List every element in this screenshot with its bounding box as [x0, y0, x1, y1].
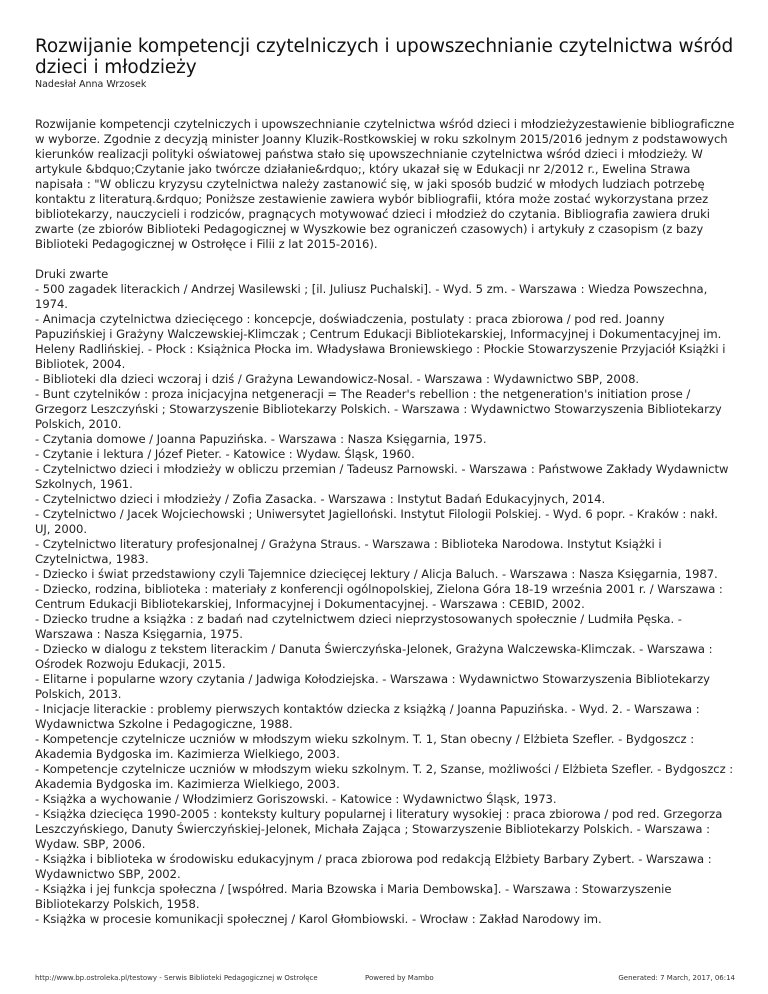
bibliography-entry: - Dziecko i świat przedstawiony czyli Tajemnice dziecięcej lektury / Alicja Baluch. - Warszawa : Nasza Księgarnia, 1987. — [35, 567, 718, 581]
section-title: Druki zwarte — [35, 267, 109, 281]
document-page — [35, 36, 735, 927]
footer-powered: Powered by Mambo — [365, 974, 434, 982]
bibliography-entry: - Biblioteki dla dzieci wczoraj i dziś / Grażyna Lewandowicz-Nosal. - Warszawa : Wydawnictwo SBP, 2008. — [35, 372, 640, 386]
bibliography-entry: - Czytelnictwo / Jacek Wojciechowski ; Uniwersytet Jagielloński. Instytut Filologii Polskiej. - Wyd. 6 popr. - Kraków : nakł. UJ, 2000. — [35, 507, 718, 536]
bibliography-entry: - Czytelnictwo dzieci i młodzieży w obliczu przemian / Tadeusz Parnowski. - Warszawa : Państwowe Zakłady Wydawnictw Szkolnych, 1961. — [35, 462, 729, 491]
bibliography-entry: - Kompetencje czytelnicze uczniów w młodszym wieku szkolnym. T. 2, Szanse, możliwości / Elżbieta Szefler. - Bydgoszcz : Akademia Bydgoska im. Kazimierza Wielkiego, 2003. — [35, 762, 734, 791]
bibliography-entry: - Książka i biblioteka w środowisku edukacyjnym / praca zbiorowa pod redakcją Elżbiety Barbary Zybert. - Warszawa : Wydawnictwo SBP, 2002. — [35, 852, 712, 881]
bibliography-entry: - Czytanie i lektura / Józef Pieter. - Katowice : Wydaw. Śląsk, 1960. — [35, 447, 415, 461]
bibliography-entry: - 500 zagadek literackich / Andrzej Wasilewski ; [il. Juliusz Puchalski]. - Wyd. 5 zm. - Warszawa : Wiedza Powszechna, 1974. — [35, 282, 708, 311]
bibliography-entry: - Książka dziecięca 1990-2005 : konteksty kultury popularnej i literatury wysokiej : praca zbiorowa / pod red. Grzegorza Leszczyńskiego, Danuty Świerczyńskiej-Jelonek, Michała Zająca ; Stowarzyszenie Bibliotekarzy Polskich. - Warszawa : Wydaw. SBP, 2006. — [35, 807, 723, 851]
bibliography-entry: - Dziecko trudne a książka : z badań nad czytelnictwem dzieci nieprzystosowanych społecznie / Ludmiła Pęska. - Warszawa : Nasza Księgarnia, 1975. — [35, 612, 682, 641]
bibliography-entry: - Dziecko w dialogu z tekstem literackim / Danuta Świerczyńska-Jelonek, Grażyna Walczewska-Klimczak. - Warszawa : Ośrodek Rozwoju Edukacji, 2015. — [35, 642, 713, 671]
intro-paragraph: Rozwijanie kompetencji czytelniczych i upowszechnianie czytelnictwa wśród dzieci i młodzieżyzestawienie bibliograficzne w wyborze. Zgodnie z decyzją minister Joanny Kluzik-Rostkowskiej w roku szkolnym 2015/2016 jednym z podstawowych kierunków realizacji polityki oświatowej państwa stało się upowszechnianie czytelnictwa wśród dzieci i młodzieży. W artykule &bdquo;Czytanie jako twórcze działanie&rdquo;, który ukazał się w Edukacji nr 2/2012 r., Ewelina Strawa napisała : "W obliczu kryzysu czytelnictwa należy zastanowić się, w jaki sposób budzić w młodych ludziach potrzebę kontaktu z literaturą.&rdquo; Poniższe zestawienie zawiera wybór bibliografii, która może zostać wykorzystana przez bibliotekarzy, nauczycieli i rodziców, pragnących motywować dzieci i młodzież do czytania. Bibliografia zawiera druki zwarte (ze zbiorów Biblioteki Pedagogicznej w Wyszkowie bez ograniczeń czasowych) i artykuły z czasopism (z bazy Biblioteki Pedagogicznej w Ostrołęce i Filii z lat 2015-2016). — [35, 117, 735, 251]
author-line: Nadesłał Anna Wrzosek — [35, 79, 147, 90]
bibliography-entry: - Animacja czytelnictwa dziecięcego : koncepcje, doświadczenia, postulaty : praca zbiorowa / pod red. Joanny Papuzińskiej i Grażyny Walczewskiej-Klimczak ; Centrum Edukacji Bibliotekarskiej, Informacyjnej i Dokumentacyjnej im. Heleny Radlińskiej. - Płock : Książnica Płocka im. Władysława Broniewskiego : Płockie Stowarzyszenie Przyjaciół Książki i Bibliotek, 2004. — [35, 312, 726, 371]
page-footer — [35, 974, 735, 983]
bibliography-entry: - Dziecko, rodzina, biblioteka : materiały z konferencji ogólnopolskiej, Zielona Góra 18-19 września 2001 r. / Warszawa : Centrum Edukacji Bibliotekarskiej, Informacyjnej i Dokumentacyjnej. - Warszawa : CEBID, 2002. — [35, 582, 723, 611]
bibliography-entry: - Czytania domowe / Joanna Papuzińska. - Warszawa : Nasza Księgarnia, 1975. — [35, 432, 487, 446]
bibliography-entry: - Czytelnictwo dzieci i młodzieży / Zofia Zasacka. - Warszawa : Instytut Badań Edukacyjnych, 2014. — [35, 492, 606, 506]
footer-url: http://www.bp.ostroleka.pl/testowy - Serwis Biblioteki Pedagogicznej w Ostrołęce — [35, 974, 318, 982]
bibliography-entry: - Czytelnictwo literatury profesjonalnej / Grażyna Straus. - Warszawa : Biblioteka Narodowa. Instytut Książki i Czytelnictwa, 1983. — [35, 537, 662, 566]
page-title: Rozwijanie kompetencji czytelniczych i upowszechnianie czytelnictwa wśród dzieci i młodzieży — [35, 36, 734, 78]
bibliography-section — [35, 267, 735, 927]
bibliography-entry: - Książka w procesie komunikacji społecznej / Karol Głombiowski. - Wrocław : Zakład Narodowy im. — [35, 912, 602, 926]
bibliography-entry: - Książka a wychowanie / Włodzimierz Goriszowski. - Katowice : Wydawnictwo Śląsk, 1973. — [35, 792, 557, 806]
bibliography-entry: - Inicjacje literackie : problemy pierwszych kontaktów dziecka z książką / Joanna Papuzińska. - Wyd. 2. - Warszawa : Wydawnictwa Szkolne i Pedagogiczne, 1988. — [35, 702, 700, 731]
bibliography-entry: - Bunt czytelników : proza inicjacyjna netgeneracji = The Reader's rebellion : the netgeneration's initiation prose / Grzegorz Leszczyński ; Stowarzyszenie Bibliotekarzy Polskich. - Warszawa : Wydawnictwo Stowarzyszenia Bibliotekarzy Polskich, 2010. — [35, 387, 722, 431]
entry-list — [35, 282, 735, 927]
bibliography-entry: - Elitarne i popularne wzory czytania / Jadwiga Kołodziejska. - Warszawa : Wydawnictwo Stowarzyszenia Bibliotekarzy Polskich, 2013. — [35, 672, 710, 701]
footer-generated: Generated: 7 March, 2017, 06:14 — [618, 974, 735, 982]
bibliography-entry: - Książka i jej funkcja społeczna / [współred. Maria Bzowska i Maria Dembowska]. - Warszawa : Stowarzyszenie Bibliotekarzy Polskich, 1958. — [35, 882, 672, 911]
bibliography-entry: - Kompetencje czytelnicze uczniów w młodszym wieku szkolnym. T. 1, Stan obecny / Elżbieta Szefler. - Bydgoszcz : Akademia Bydgoska im. Kazimierza Wielkiego, 2003. — [35, 732, 695, 761]
